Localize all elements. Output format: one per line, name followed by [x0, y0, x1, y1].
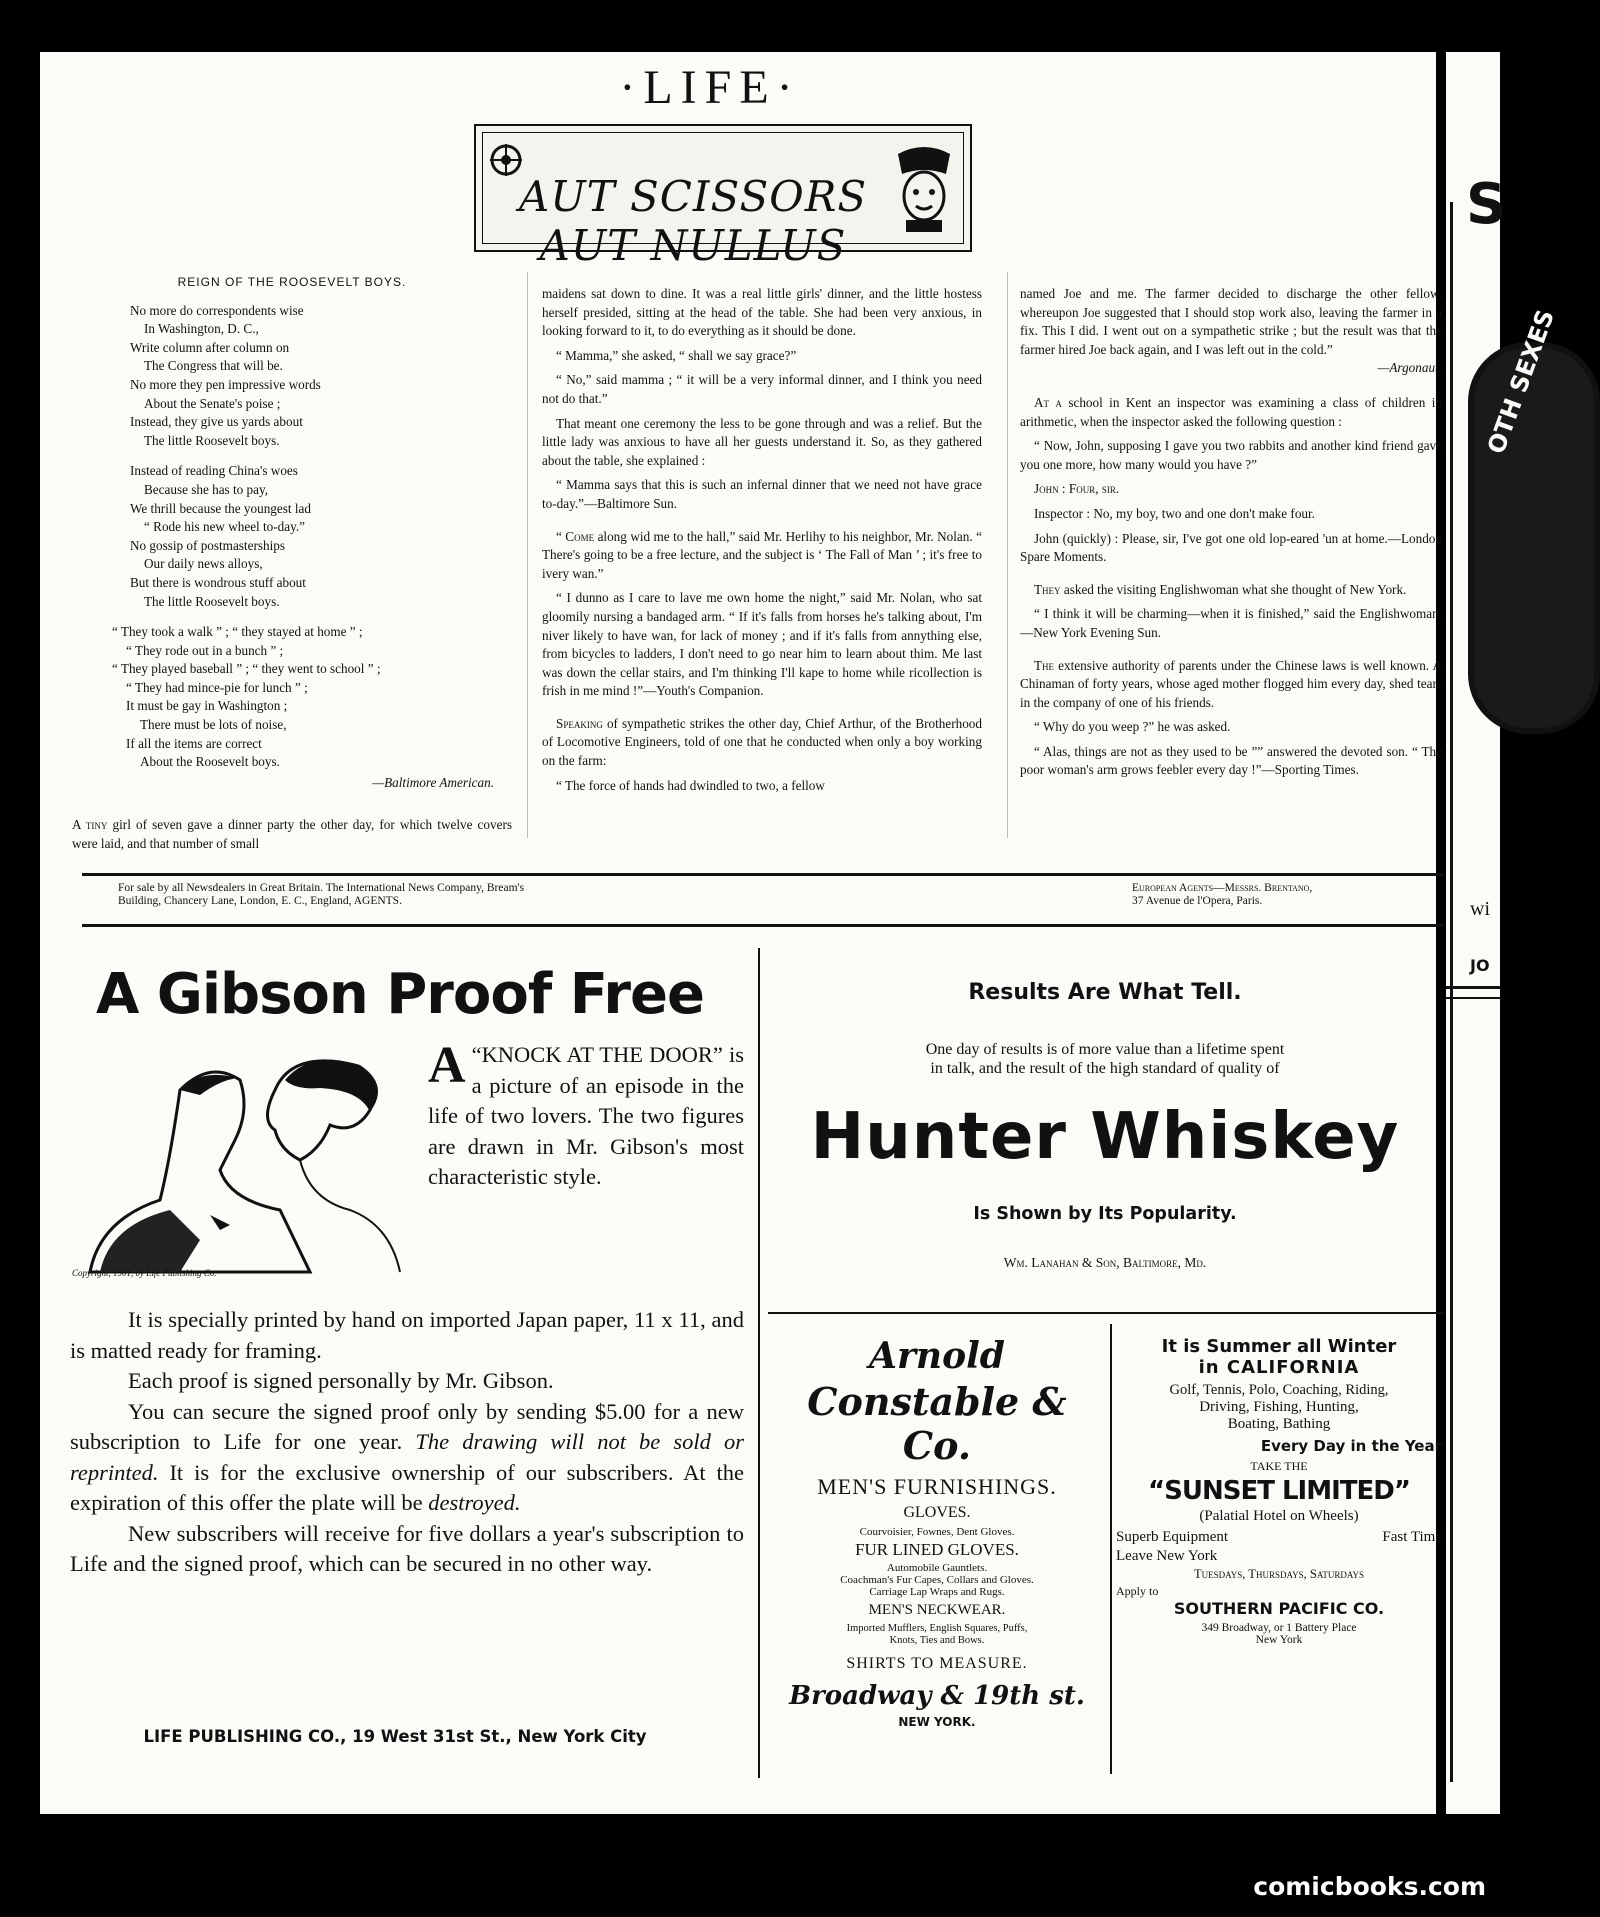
- jester-face-icon: [888, 144, 960, 234]
- adjacent-page-letter: S: [1466, 172, 1507, 237]
- paragraph: “ Now, John, supposing I gave you two rabbits and another kind friend gave you one more, how many would you have ?”: [1020, 438, 1442, 472]
- gibson-ad-intro: “ A KNOCK AT THE DOOR” is a picture of an episode in the life of two lovers. The two figures are drawn in Mr. Gibson's most characteristic style.: [428, 1037, 744, 1189]
- adjacent-page-seal: OTH SEXES: [1468, 342, 1600, 734]
- site-watermark: comicbooks.com: [1253, 1872, 1486, 1901]
- column-2: [542, 285, 982, 801]
- paragraph: “ I think it will be charming—when it is finished,” said the Englishwoman.—New York Evening Sun.: [1020, 606, 1442, 640]
- copyright-credit: Copyright, 1901, by Life Publishing Co.: [72, 1268, 217, 1278]
- arnold-constable-ad: Arnold Constable & Co. MEN'S FURNISHINGS. GLOVES. Courvoisier, Fownes, Dent Gloves. FUR LINED GLOVES. Automobile Gauntlets. Coachman's Fur Capes, Collars and Gloves. Carriage Lap Wraps and Rugs. MEN'S NECKWEAR. Imported Mufflers, English Squares, Puffs, Knots, Ties and Bows. SHIRTS TO MEASURE. Broadway & 19th st. NEW YORK.: [789, 1335, 1085, 1729]
- paragraph: They asked the visiting Englishwoman what she thought of New York.: [1034, 581, 1407, 597]
- publisher-address: LIFE PUBLISHING CO., 19 West 31st St., New York City: [143, 1727, 647, 1746]
- poem-title: REIGN OF THE ROOSEVELT BOYS.: [177, 275, 407, 289]
- agents-right: European Agents—Messrs. Brentano, 37 Avenue de l'Opera, Paris.: [1132, 882, 1313, 907]
- gibson-ad-body: It is specially printed by hand on imported Japan paper, 11 x 11, and is matted ready for framing. Each proof is signed personally by Mr. Gibson. You can secure the signed proof only by sending $5.00 for a new subscription to Life for one year. The drawing will not be sold or reprinted. It is for the exclusive ownership of our subscribers. At the expiration of this offer the plate will be destroyed. New subscribers will receive for five dollars a year's subscription to Life and the signed proof, which can be secured in no other way.: [70, 1307, 745, 1576]
- ad-divider: [1110, 1324, 1112, 1774]
- paragraph: The extensive authority of parents under the Chinese laws is well known. A Chinaman of forty years, whose aged mother flogged him every day, shed tears in the company of one of his friends.: [1020, 657, 1442, 710]
- divider: [768, 1312, 1444, 1314]
- paragraph: A tiny girl of seven gave a dinner party the other day, for which twelve covers were laid, and that number of small: [72, 817, 512, 852]
- paragraph: At a school in Kent an inspector was examining a class of children in arithmetic, when the inspector asked the following question :: [1020, 394, 1442, 429]
- column-3: [1020, 285, 1442, 786]
- paragraph: John (quickly) : Please, sir, I've got one old lop-eared 'un at home.—London Spare Moments.: [1020, 530, 1442, 565]
- paragraph: John : Four, sir.: [1034, 481, 1120, 497]
- hunter-tagline: Is Shown by Its Popularity.: [973, 1204, 1237, 1224]
- agents-left: For sale by all Newsdealers in Great Britain. The International News Company, Bream's Building, Chancery Lane, London, E. C., England, AGENTS.: [118, 882, 525, 907]
- divider: [82, 924, 1444, 927]
- paragraph: “ Why do you weep ?” he was asked.: [1034, 719, 1231, 735]
- poem-source: —Baltimore American.: [372, 774, 494, 790]
- masthead: ·LIFE·: [619, 61, 801, 114]
- banner-motto: AUT SCISSORS AUT NULLUS: [518, 172, 868, 270]
- sunset-limited-ad: It is Summer all Winter in CALIFORNIA Golf, Tennis, Polo, Coaching, Riding, Driving, Fishing, Hunting, Boating, Bathing Every Day in the Year TAKE THE “SUNSET LIMITED” (Palatial Hotel on Wheels) Superb Equipment Fast Time Leave New York Tuesdays, Thursdays, Saturdays Apply to SOUTHERN PACIFIC CO. 349 Broadway, or 1 Battery Place New York: [1116, 1336, 1442, 1646]
- paragraph: “ Come along wid me to the hall,” said Mr. Herlihy to his neighbor, Mr. Nolan. “ There's going to be a free lecture, and the subject is ‘ The Fall of Man ’ ; it's free to ivery wan.”: [542, 528, 982, 581]
- hunter-maker: Wm. Lanahan & Son, Baltimore, Md.: [1003, 1255, 1207, 1270]
- poem-stanza: No more do correspondents wise In Washington, D. C., Write column after column on The Congress that will be. No more they pen impressive words About the Senate's poise ; Instead, they give us yards about The little Roosevelt boys.: [130, 302, 321, 448]
- hunter-headline: Results Are What Tell.: [968, 980, 1242, 1005]
- paragraph: “ Mamma says that this is such an infernal dinner that we need not have grace to-day.”—Baltimore Sun.: [542, 477, 982, 511]
- column-1: [72, 273, 512, 854]
- source-credit: —Argonaut.: [1377, 360, 1442, 376]
- paragraph: named Joe and me. The farmer decided to discharge the other fellow, whereupon Joe suggested that I should stop work also, leaving the farmer in a fix. This I did. I went out on a sympathetic strike ; but the result was that the farmer hired Joe back again, and I was left out in the cold.”: [1020, 286, 1442, 357]
- paragraph: “ Alas, things are not as they used to be ”” answered the devoted son. “ The poor woman's arm grows feebler every day !”—Sporting Times.: [1020, 743, 1442, 778]
- paragraph: Inspector : No, my boy, two and one don't make four.: [1034, 505, 1315, 521]
- hunter-body: One day of results is of more value than a lifetime spent in talk, and the result of the high standard of quality of: [925, 1041, 1285, 1077]
- paragraph: maidens sat down to dine. It was a real little girls' dinner, and the little hostess herself presided, sitting at the head of the table. She had been very anxious, in looking forward to it, to do everything as it should be done.: [542, 286, 982, 339]
- paragraph: “ Mamma,” she asked, “ shall we say grace?”: [556, 347, 797, 363]
- paragraph: “ I dunno as I care to lave me own home the night,” said Mr. Nolan, who sat gloomily nursing a bandaged arm. “ If it's falls from horses he's talking about, I'm niver likely to have wan, for lack of money ; and if it's falls from annything else, from bicycles to ladders, I don't need to go near him to learn about thim. Me last was down the cellar stairs, and I'm thinking I'll kape to home while ricollection is frish in me mind !”—Youth's Companion.: [542, 590, 982, 699]
- paragraph: Speaking of sympathetic strikes the other day, Chief Arthur, of the Brotherhood of Locomotive Engineers, told of one that he conducted when only a boy working on the farm:: [542, 715, 982, 769]
- divider: [82, 873, 1444, 876]
- poem-stanza: Instead of reading China's woes Because she has to pay, We thrill because the youngest lad “ Rode his new wheel to-day.” No gossip of postmasterships Our daily news alloys, But there is wondrous stuff about The little Roosevelt boys.: [130, 463, 311, 609]
- paragraph: “ The force of hands had dwindled to two, a fellow: [556, 777, 825, 793]
- section-banner: [474, 124, 972, 270]
- adjacent-page-edge: [1446, 52, 1560, 1814]
- paragraph: That meant one ceremony the less to be gone through and was a relief. But the little lady was anxious to have all her guests understand it. So, as they gathered about the table, she explained :: [542, 415, 982, 468]
- poem-stanza: “ They took a walk ” ; “ they stayed at home ” ; “ They rode out in a bunch ” ; “ They played baseball ” ; “ they went to school ” ; “ They had mince-pie for lunch ” ; It must be gay in Washington ; There must be lots of noise, If all the items are correct About the Roosevelt boys.: [112, 624, 381, 770]
- adjacent-page-fragment: JO: [1470, 956, 1490, 975]
- column-divider: [1007, 272, 1008, 838]
- gibson-lovers-illustration: [70, 1050, 420, 1272]
- column-divider: [527, 272, 528, 838]
- ad-divider: [758, 948, 760, 1778]
- gibson-ad-title: A Gibson Proof Free: [96, 962, 704, 1027]
- adjacent-page-fragment: wi: [1470, 898, 1490, 920]
- hunter-brand: Hunter Whiskey: [810, 1100, 1400, 1174]
- paragraph: “ No,” said mamma ; “ it will be a very informal dinner, and I think you need not do that.”: [542, 372, 982, 406]
